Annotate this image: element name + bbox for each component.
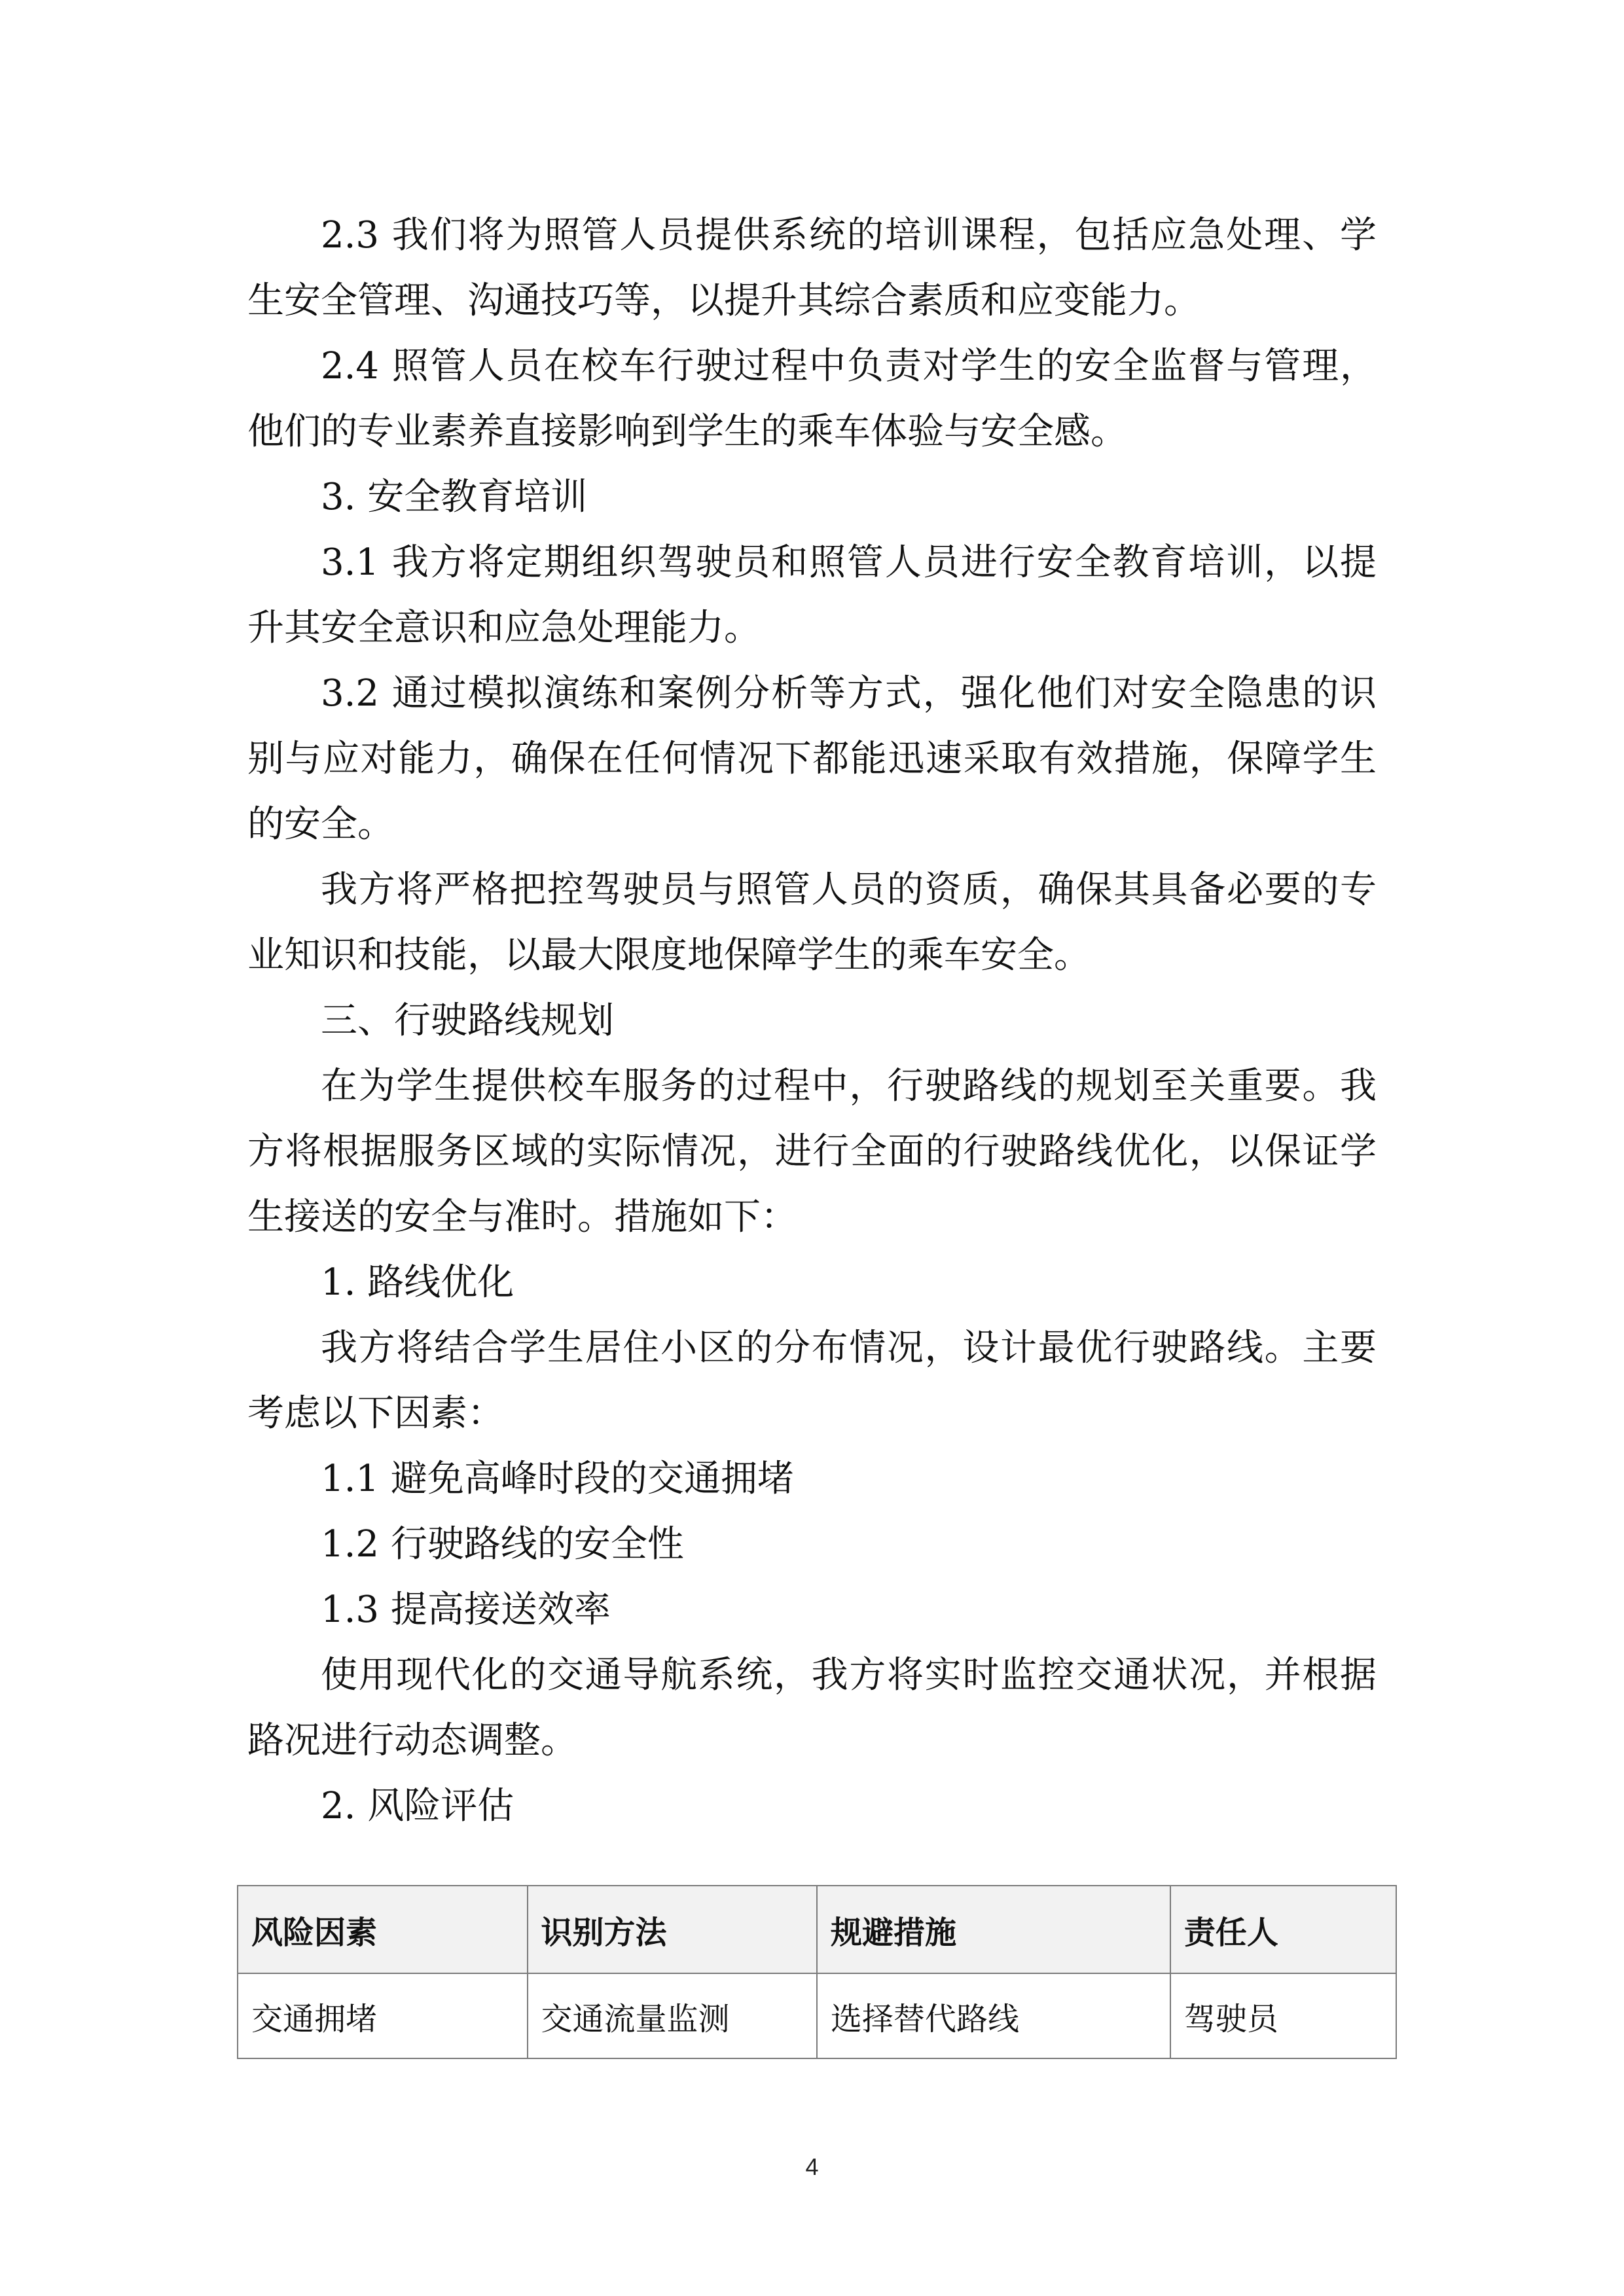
table-cell: 驾驶员 <box>1170 1973 1396 2058</box>
paragraph-summary: 我方将严格把控驾驶员与照管人员的资质，确保其具备必要的专业知识和技能，以最大限度地保障学生的乘车安全。 <box>247 869 1377 977</box>
paragraph-3-1: 3.1 我方将定期组织驾驶员和照管人员进行安全教育培训，以提升其安全意识和应急处理能力。 <box>247 541 1377 649</box>
heading-route-optimization: 1. 路线优化 <box>321 1261 514 1304</box>
list-item-1-2: 1.2 行驶路线的安全性 <box>321 1523 684 1566</box>
table-row <box>238 1973 1396 2058</box>
list-item-1-1: 1.1 避免高峰时段的交通拥堵 <box>321 1458 794 1500</box>
paragraph-2-3: 2.3 我们将为照管人员提供系统的培训课程，包括应急处理、学生安全管理、沟通技巧等，以提升其综合素质和应变能力。 <box>247 214 1377 322</box>
column-header: 风险因素 <box>238 1886 528 1973</box>
column-header: 识别方法 <box>528 1886 818 1973</box>
heading-route-planning: 三、行驶路线规划 <box>321 999 614 1042</box>
table-header-row <box>238 1886 1396 1973</box>
body-text <box>247 203 1377 1839</box>
paragraph-3-2: 3.2 通过模拟演练和案例分析等方式，强化他们对安全隐患的识别与应对能力，确保在任何情况下都能迅速采取有效措施，保障学生的安全。 <box>247 672 1377 846</box>
column-header: 规避措施 <box>817 1886 1170 1973</box>
paragraph-route-design: 我方将结合学生居住小区的分布情况，设计最优行驶路线。主要考虑以下因素： <box>247 1327 1377 1435</box>
page-number: 4 <box>805 2153 819 2180</box>
list-item-1-3: 1.3 提高接送效率 <box>321 1588 611 1631</box>
heading-safety-training: 3. 安全教育培训 <box>321 476 588 518</box>
table-cell: 交通流量监测 <box>528 1973 818 2058</box>
paragraph-navigation: 使用现代化的交通导航系统，我方将实时监控交通状况，并根据路况进行动态调整。 <box>247 1654 1377 1762</box>
table-cell: 选择替代路线 <box>817 1973 1170 2058</box>
column-header: 责任人 <box>1170 1886 1396 1973</box>
heading-risk-assessment: 2. 风险评估 <box>321 1785 514 1827</box>
paragraph-2-4: 2.4 照管人员在校车行驶过程中负责对学生的安全监督与管理，他们的专业素养直接影响到学生的乘车体验与安全感。 <box>247 345 1377 453</box>
risk-assessment-table <box>237 1885 1397 2059</box>
table-cell: 交通拥堵 <box>238 1973 528 2058</box>
paragraph-route-intro: 在为学生提供校车服务的过程中，行驶路线的规划至关重要。我方将根据服务区域的实际情况，进行全面的行驶路线优化，以保证学生接送的安全与准时。措施如下： <box>247 1065 1377 1238</box>
